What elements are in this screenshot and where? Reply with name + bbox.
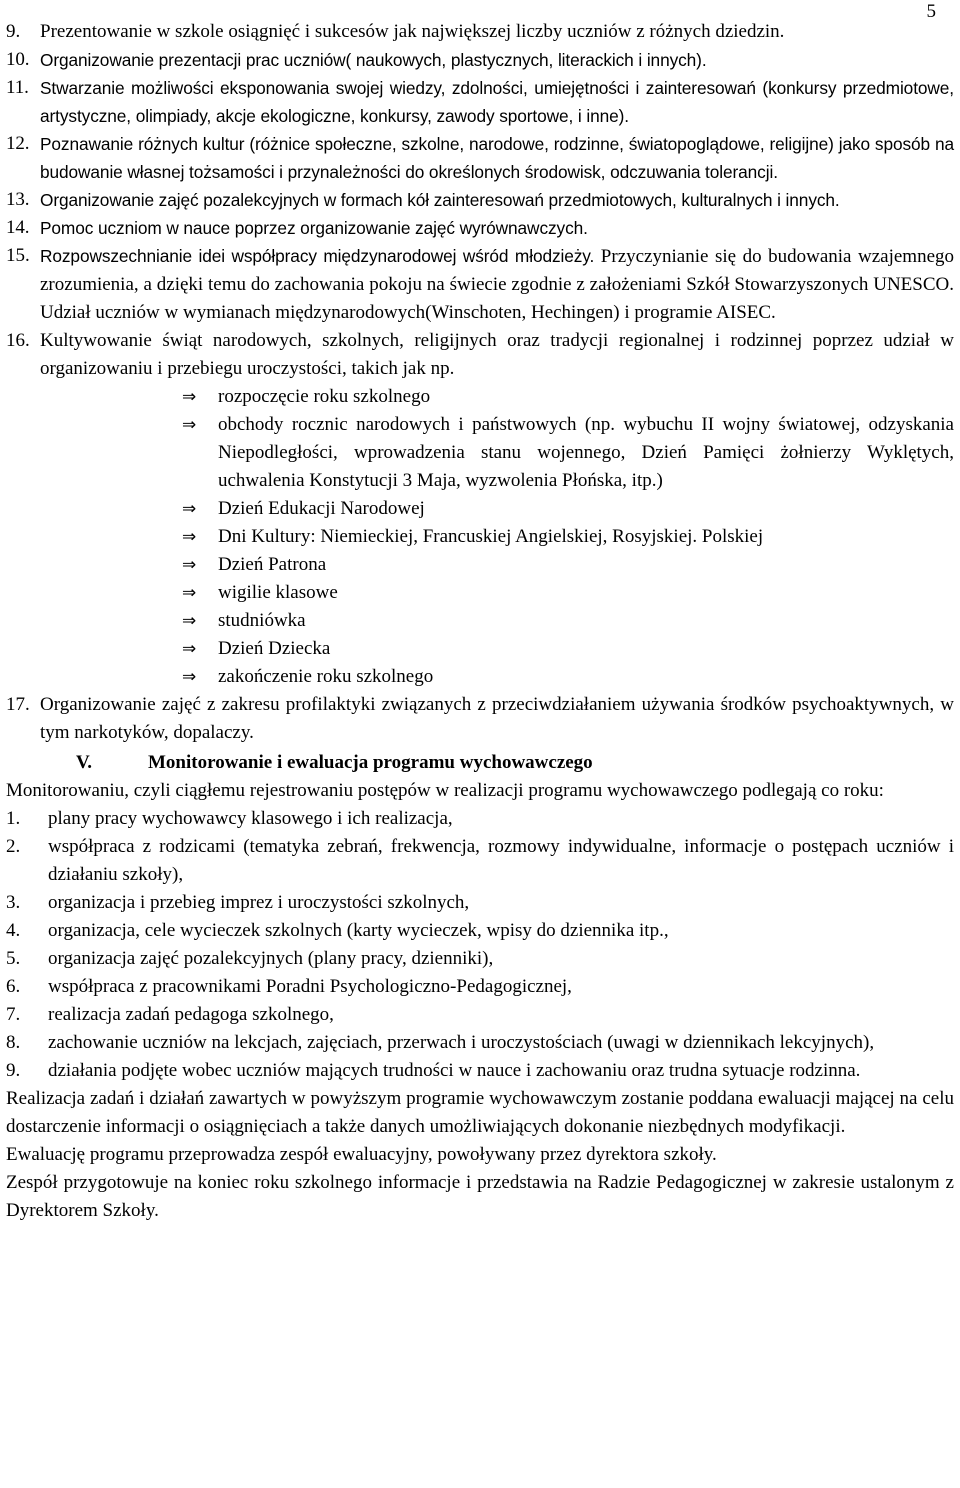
list-item: [6, 214, 954, 242]
item-number: 6.: [6, 976, 21, 997]
list-item: [6, 46, 954, 74]
double-arrow-icon: ⇒: [182, 639, 197, 659]
bullet-item: [182, 495, 954, 523]
item-text: działania podjęte wobec uczniów mających trudności w nauce i zachowaniu oraz trudna sytuacje rodzinna.: [48, 1060, 861, 1081]
bullet-text: wigilie klasowe: [218, 582, 338, 603]
list-item: [6, 1001, 954, 1029]
list-item: [6, 1029, 954, 1057]
section-number: V.: [76, 752, 93, 773]
item-text: współpraca z rodzicami (tematyka zebrań, frekwencja, rozmowy indywidualne, informacje o postępach uczniów i działaniu szkoły),: [48, 836, 954, 885]
item-number: 7.: [6, 1004, 21, 1025]
item-text: Organizowanie prezentacji prac uczniów( naukowych, plastycznych, literackich i innych).: [40, 50, 707, 70]
item-number: 1.: [6, 808, 21, 829]
item-text: organizacja zajęć pozalekcyjnych (plany pracy, dzienniki),: [48, 948, 494, 969]
list-item: [6, 18, 954, 46]
double-arrow-icon: ⇒: [182, 611, 197, 631]
item-text: zachowanie uczniów na lekcjach, zajęciach, przerwach i uroczystościach (uwagi w dziennikach lekcyjnych),: [48, 1032, 875, 1053]
list-item: [6, 242, 954, 327]
item-text-sans: Rozpowszechnianie idei współpracy międzynarodowej wśród młodzieży.: [40, 246, 595, 266]
item-text: organizacja i przebieg imprez i uroczystości szkolnych,: [48, 892, 470, 913]
item-number: 8.: [6, 1032, 21, 1053]
item-text: Prezentowanie w szkole osiągnięć i sukcesów jak największej liczby uczniów z różnych dziedzin.: [40, 21, 785, 42]
bullet-item: [182, 383, 954, 411]
section-title: Monitorowanie i ewaluacja programu wychowawczego: [148, 752, 593, 773]
monitoring-list: [6, 805, 954, 1085]
bullet-text: Dni Kultury: Niemieckiej, Francuskiej Angielskiej, Rosyjskiej. Polskiej: [218, 526, 764, 547]
list-item: [6, 691, 954, 747]
double-arrow-icon: ⇒: [182, 555, 197, 575]
double-arrow-icon: ⇒: [182, 527, 197, 547]
item-text: Organizowanie zajęć z zakresu profilaktyki związanych z przeciwdziałaniem używania środków psychoaktywnych, w tym narkotyków, dopalaczy.: [40, 694, 954, 743]
bullet-item: [182, 579, 954, 607]
list-item: [6, 74, 954, 130]
item-text: plany pracy wychowawcy klasowego i ich realizacja,: [48, 808, 453, 829]
item-text: Organizowanie zajęć pozalekcyjnych w formach kół zainteresowań przedmiotowych, kulturalnych i innych.: [40, 190, 840, 210]
item-number: 10.: [6, 49, 30, 70]
page-content: [6, 18, 954, 1225]
bullet-text: obchody rocznic narodowych i państwowych (np. wybuchu II wojny światowej, odzyskania Niepodległości, wprowadzenia stanu wojennego, Dzień Pamięci żołnierzy Wyklętych, uchwalenia Konstytucji 3 Maja, wyzwolenia Płońska, itp.): [218, 414, 954, 491]
double-arrow-icon: ⇒: [182, 387, 197, 407]
closing-paragraph: Realizacja zadań i działań zawartych w powyższym programie wychowawczym zostanie poddana ewaluacji mającej na celu dostarczenie informacji o osiągnięciach a także danych umożliwiających dokonanie niezbędnych modyfikacji.: [6, 1088, 954, 1137]
list-item: [6, 973, 954, 1001]
item-text: współpraca z pracownikami Poradni Psychologiczno-Pedagogicznej,: [48, 976, 572, 997]
item-text: Poznawanie różnych kultur (różnice społeczne, szkolne, narodowe, rodzinne, światopoglądowe, religijne) jako sposób na budowanie własnej tożsamości i przynależności do określonych środowisk, odczuwania tolerancji.: [40, 134, 954, 182]
closing-paragraph: Zespół przygotowuje na koniec roku szkolnego informacje i przedstawia na Radzie Pedagogicznej w zakresie ustalonym z Dyrektorem Szkoły.: [6, 1172, 954, 1221]
item-text: realizacja zadań pedagoga szkolnego,: [48, 1004, 334, 1025]
list-item: [6, 805, 954, 833]
closing-paragraph: Ewaluację programu przeprowadza zespół ewaluacyjny, powoływany przez dyrektora szkoły.: [6, 1144, 717, 1165]
bullet-text: rozpoczęcie roku szkolnego: [218, 386, 431, 407]
bullet-item: [182, 635, 954, 663]
item-number: 9.: [6, 21, 21, 42]
list-item: [6, 186, 954, 214]
bullet-item: [182, 523, 954, 551]
item-number: 13.: [6, 189, 30, 210]
item-number: 15.: [6, 245, 30, 266]
item-number: 16.: [6, 330, 30, 351]
page-number: 5: [926, 1, 936, 22]
item-text: Pomoc uczniom w nauce poprzez organizowanie zajęć wyrównawczych.: [40, 218, 588, 238]
item-number: 14.: [6, 217, 30, 238]
bullet-text: Dzień Dziecka: [218, 638, 331, 659]
bullet-text: studniówka: [218, 610, 306, 631]
bullet-item: [182, 411, 954, 495]
list-item: [6, 130, 954, 186]
bullet-text: Dzień Edukacji Narodowej: [218, 498, 425, 519]
list-item: [6, 945, 954, 973]
bullet-text: Dzień Patrona: [218, 554, 327, 575]
list-item: [6, 889, 954, 917]
list-item: [6, 327, 954, 383]
item-text-serif: Przyczynianie się do budowania wzajemnego zrozumienia, a dzięki temu do zachowania pokoju na świecie zgodnie z założeniami Szkół Stowarzyszonych UNESCO. Udział uczniów w wymianach międzynarodowych(Winschoten, Hechingen) i programie AISEC.: [40, 246, 955, 323]
double-arrow-icon: ⇒: [182, 667, 197, 687]
item-number: 17.: [6, 694, 30, 715]
double-arrow-icon: ⇒: [182, 499, 197, 519]
list-item: [6, 1057, 954, 1085]
double-arrow-icon: ⇒: [182, 583, 197, 603]
item-text: Stwarzanie możliwości eksponowania swojej wiedzy, zdolności, umiejętności i zainteresowań (konkursy przedmiotowe, artystyczne, olimpiady, akcje ekologiczne, konkursy, zawody sportowe, i inne).: [40, 78, 954, 126]
list-item: [6, 833, 954, 889]
item-number: 12.: [6, 133, 30, 154]
item-number: 3.: [6, 892, 21, 913]
item-number: 9.: [6, 1060, 21, 1081]
bullet-item: [182, 607, 954, 635]
item-number: 2.: [6, 836, 21, 857]
item-text: organizacja, cele wycieczek szkolnych (karty wycieczek, wpisy do dziennika itp.,: [48, 920, 669, 941]
item-number: 4.: [6, 920, 21, 941]
bullet-item: [182, 551, 954, 579]
double-arrow-icon: ⇒: [182, 415, 197, 435]
bullet-item: [182, 663, 954, 691]
intro-paragraph: Monitorowaniu, czyli ciągłemu rejestrowaniu postępów w realizacji programu wychowawczego podlegają co roku:: [6, 780, 884, 801]
item-number: 11.: [6, 77, 29, 98]
list-item: [6, 917, 954, 945]
item-text: Kultywowanie świąt narodowych, szkolnych, religijnych oraz tradycji regionalnej i rodzinnej poprzez udział w organizowaniu i przebiegu uroczystości, takich jak np.: [40, 330, 954, 379]
item-number: 5.: [6, 948, 21, 969]
bullet-text: zakończenie roku szkolnego: [218, 666, 434, 687]
section-heading: [6, 749, 954, 777]
celebration-bullet-list: [6, 383, 954, 691]
